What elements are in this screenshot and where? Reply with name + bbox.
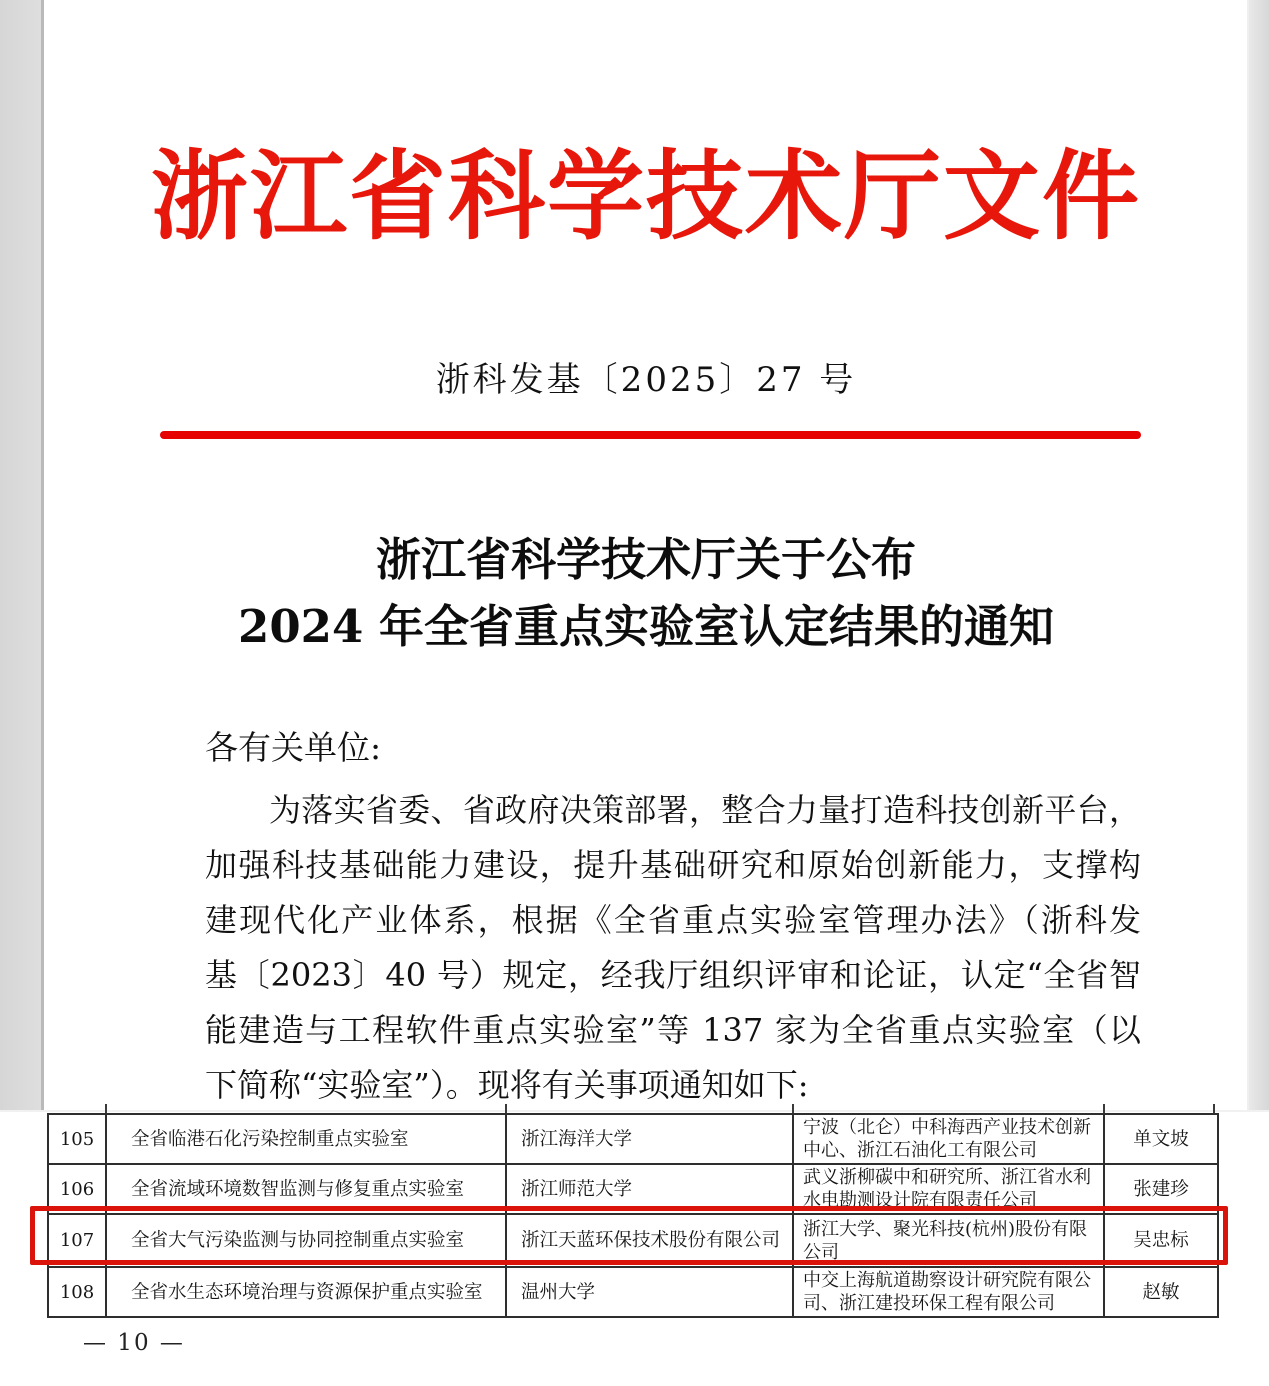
labs-table	[47, 1113, 1219, 1318]
table-row	[48, 1164, 1218, 1214]
document-number: 浙科发基〔2025〕27 号	[435, 360, 857, 400]
cell-director: 单文坡	[1104, 1114, 1218, 1164]
cell-lab-name: 全省大气污染监测与协同控制重点实验室	[106, 1214, 506, 1267]
page-number: — 10 —	[83, 1330, 185, 1356]
cell-host-unit: 温州大学	[506, 1267, 793, 1317]
cell-co-units: 宁波（北仑）中科海西产业技术创新中心、浙江石油化工有限公司	[793, 1114, 1104, 1164]
body-line: 下简称“实验室”）。现将有关事项通知如下:	[205, 1066, 809, 1104]
cell-row-number: 108	[48, 1267, 106, 1317]
table-row	[48, 1114, 1218, 1164]
cell-lab-name: 全省临港石化污染控制重点实验室	[106, 1114, 506, 1164]
table-row	[48, 1267, 1218, 1317]
body-line: 基〔2023〕40 号）规定，经我厅组织评审和论证，认定“全省智	[205, 956, 1141, 994]
cell-director: 张建珍	[1104, 1164, 1218, 1214]
body-line: 加强科技基础能力建设，提升基础研究和原始创新能力，支撑构	[205, 846, 1141, 884]
cell-director: 吴忠标	[1104, 1214, 1218, 1267]
body-line: 为落实省委、省政府决策部署，整合力量打造科技创新平台，	[269, 791, 1141, 829]
body-line: 能建造与工程软件重点实验室”等 137 家为全省重点实验室（以	[205, 1011, 1141, 1049]
notice-title	[45, 526, 1247, 660]
cell-co-units: 中交上海航道勘察设计研究院有限公司、浙江建投环保工程有限公司	[793, 1267, 1104, 1317]
cell-co-units: 武义浙柳碳中和研究所、浙江省水利水电勘测设计院有限责任公司	[793, 1164, 1104, 1214]
notice-title-line1: 浙江省科学技术厅关于公布	[375, 533, 916, 586]
cell-lab-name: 全省水生态环境治理与资源保护重点实验室	[106, 1267, 506, 1317]
cell-host-unit: 浙江师范大学	[506, 1164, 793, 1214]
letterhead-red-rule	[160, 431, 1141, 439]
body-line: 建现代化产业体系，根据《全省重点实验室管理办法》（浙科发	[205, 901, 1141, 939]
cell-host-unit: 浙江天蓝环保技术股份有限公司	[506, 1214, 793, 1267]
cell-row-number: 106	[48, 1164, 106, 1214]
body-paragraph	[205, 783, 1141, 1113]
agency-letterhead-title: 浙江省科学技术厅文件	[151, 139, 1141, 253]
cell-director: 赵敏	[1104, 1267, 1218, 1317]
scan-seam	[0, 1110, 1269, 1112]
cell-co-units: 浙江大学、聚光科技(杭州)股份有限公司	[793, 1214, 1104, 1267]
cell-host-unit: 浙江海洋大学	[506, 1114, 793, 1164]
notice-title-line2: 2024 年全省重点实验室认定结果的通知	[238, 600, 1054, 653]
scan-margin-right	[1247, 0, 1269, 1111]
table-row-highlighted	[48, 1214, 1218, 1267]
cell-row-number: 107	[48, 1214, 106, 1267]
cell-row-number: 105	[48, 1114, 106, 1164]
scan-margin-left	[0, 0, 44, 1111]
salutation: 各有关单位:	[205, 728, 382, 767]
cell-lab-name: 全省流域环境数智监测与修复重点实验室	[106, 1164, 506, 1214]
